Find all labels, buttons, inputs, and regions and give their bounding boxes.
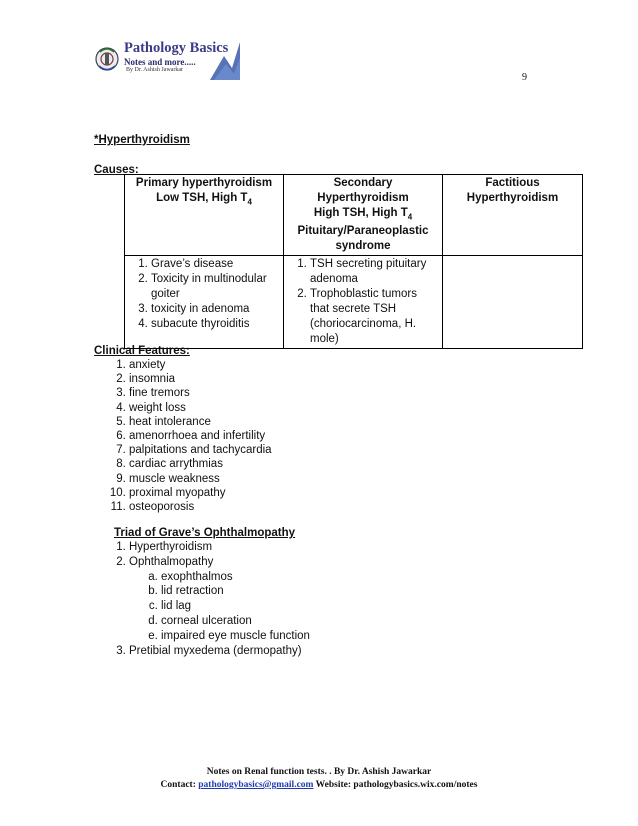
page-number: 9	[522, 72, 527, 83]
list-item: 1. Hyperthyroidism	[129, 540, 310, 555]
list-item: 4. subacute thyroiditis	[151, 317, 279, 332]
list-item: 3. toxicity in adenoma	[151, 302, 279, 317]
list-item: c. lid lag	[161, 599, 310, 614]
list-item: e. impaired eye muscle function	[161, 629, 310, 644]
list-item: a. exophthalmos	[161, 570, 310, 585]
causes-table	[124, 174, 583, 349]
list-item: 1. TSH secreting pituitary adenoma	[310, 257, 438, 287]
clinical-features-label: Clinical Features:	[94, 345, 190, 357]
logo	[94, 38, 242, 82]
list-item: b. lid retraction	[161, 584, 310, 599]
primary-causes-cell	[125, 256, 284, 349]
list-item: 2. insomnia	[129, 372, 272, 386]
header-secondary-line3: Pituitary/Paraneoplastic syndrome	[297, 225, 429, 253]
list-item: 3. Pretibial myxedema (dermopathy)	[129, 644, 310, 659]
header-factitious	[443, 175, 583, 256]
causes-table-header-row	[125, 175, 583, 256]
list-item: 1. anxiety	[129, 358, 272, 372]
footer-website: pathologybasics.wix.com/notes	[353, 780, 478, 790]
list-item: 8. cardiac arrythmias	[129, 457, 272, 471]
list-item: 2. Toxicity in multinodular goiter	[151, 272, 279, 302]
clinical-features-list	[100, 358, 272, 514]
logo-title: Pathology Basics	[124, 40, 229, 56]
logo-author: By Dr. Ashish Jawarkar	[126, 67, 183, 73]
header-secondary-line1: Secondary Hyperthyroidism	[317, 177, 409, 204]
logo-emblem-icon	[94, 44, 124, 78]
causes-label: Causes:	[94, 164, 139, 176]
factitious-causes-cell	[443, 256, 583, 349]
list-item: 10. proximal myopathy	[129, 486, 272, 500]
header-primary-line1: Primary hyperthyroidism	[135, 177, 273, 189]
secondary-causes-cell	[284, 256, 443, 349]
list-item: 5. heat intolerance	[129, 415, 272, 429]
footer-email-link[interactable]: pathologybasics@gmail.com	[198, 780, 314, 790]
list-item: 7. palpitations and tachycardia	[129, 443, 272, 457]
logo-subtitle: Notes and more.....	[124, 57, 196, 67]
header-factitious-line1: Factitious Hyperthyroidism	[466, 177, 559, 204]
list-item: 2. Trophoblastic tumors that secrete TSH (choriocarcinoma, H. mole)	[310, 287, 438, 347]
list-item-label: Ophthalmopathy	[129, 555, 214, 568]
list-item: 1. Grave’s disease	[151, 257, 279, 272]
header-secondary	[284, 175, 443, 256]
list-item: 6. amenorrhoea and infertility	[129, 429, 272, 443]
footer	[0, 766, 638, 792]
triad-list	[100, 540, 310, 658]
header-secondary-subscript: 4	[407, 212, 413, 222]
triad-label: Triad of Grave’s Ophthalmopathy	[114, 527, 296, 539]
header-primary-line2: Low TSH, High T	[156, 192, 248, 204]
section-heading: *Hyperthyroidism	[94, 134, 190, 146]
header-primary-subscript: 4	[247, 197, 252, 207]
ophthalmopathy-sublist	[129, 570, 310, 644]
list-item: d. corneal ulceration	[161, 614, 310, 629]
list-item	[129, 555, 310, 644]
list-item: 11. osteoporosis	[129, 500, 272, 514]
footer-website-label: Website:	[315, 780, 352, 790]
list-item: 3. fine tremors	[129, 386, 272, 400]
list-item: 9. muscle weakness	[129, 472, 272, 486]
footer-title: Notes on Renal function tests. . By Dr. Ashish Jawarkar	[206, 767, 432, 777]
logo-swoosh-icon	[208, 38, 242, 82]
header-secondary-line2: High TSH, High T	[313, 207, 408, 219]
causes-table-body-row	[125, 256, 583, 349]
list-item: 4. weight loss	[129, 401, 272, 415]
header-primary	[125, 175, 284, 256]
footer-contact-label: Contact:	[160, 780, 196, 790]
